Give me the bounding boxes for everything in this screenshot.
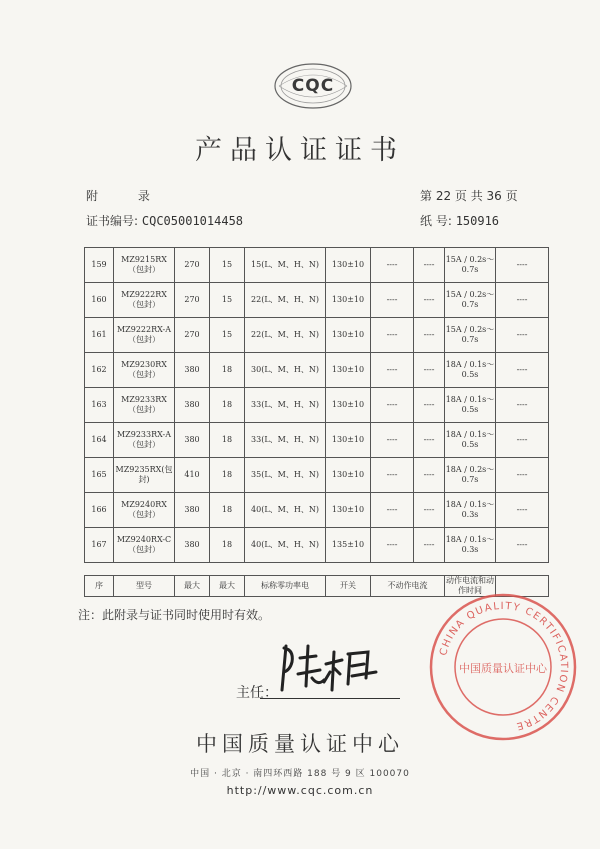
table-row	[85, 353, 549, 388]
table-row	[85, 493, 549, 528]
table-cell-f: ----	[414, 458, 445, 493]
table-cell-g: 18A / 0.1s～0.5s	[445, 388, 496, 423]
table-cell-model: MZ9240RX（包封）	[114, 493, 175, 528]
table-row	[85, 388, 549, 423]
table-cell-h: ----	[496, 458, 549, 493]
table-cell-model: MZ9240RX-C（包封）	[114, 528, 175, 563]
table-gap-cell	[85, 563, 549, 576]
table-row	[85, 248, 549, 283]
table-row	[85, 528, 549, 563]
table-cell-d: 130±10	[326, 318, 371, 353]
table-cell-e: ----	[371, 388, 414, 423]
table-cell-f: ----	[414, 493, 445, 528]
table-cell-a: 270	[175, 248, 210, 283]
table-cell-no: 167	[85, 528, 114, 563]
table-cell-b: 18	[210, 528, 245, 563]
table-cell-h: ----	[496, 388, 549, 423]
table-header-cell: 最大	[210, 576, 245, 597]
issuer-name: 中国质量认证中心	[196, 732, 404, 756]
product-table	[84, 247, 549, 597]
table-cell-h: ----	[496, 528, 549, 563]
table-cell-d: 130±10	[326, 423, 371, 458]
table-cell-e: ----	[371, 248, 414, 283]
seal-ring-text: CHINA QUALITY CERTIFICATION CENTRE	[438, 600, 570, 732]
table-cell-c: 15(L、M、H、N)	[245, 248, 326, 283]
table-cell-d: 130±10	[326, 248, 371, 283]
table-cell-a: 410	[175, 458, 210, 493]
table-cell-model: MZ9235RX(包封)	[114, 458, 175, 493]
table-cell-e: ----	[371, 493, 414, 528]
table-cell-no: 162	[85, 353, 114, 388]
table-cell-c: 33(L、M、H、N)	[245, 388, 326, 423]
paper-label: 纸 号:	[420, 214, 452, 228]
official-seal	[428, 592, 578, 742]
table-cell-g: 15A / 0.2s～0.7s	[445, 248, 496, 283]
table-cell-model: MZ9222RX-A（包封）	[114, 318, 175, 353]
table-cell-g: 18A / 0.1s～0.5s	[445, 423, 496, 458]
cqc-logo	[273, 62, 353, 110]
table-cell-g: 15A / 0.2s～0.7s	[445, 283, 496, 318]
table-cell-no: 159	[85, 248, 114, 283]
table-cell-c: 22(L、M、H、N)	[245, 283, 326, 318]
table-cell-a: 380	[175, 353, 210, 388]
table-cell-c: 40(L、M、H、N)	[245, 493, 326, 528]
table-cell-g: 15A / 0.2s～0.7s	[445, 318, 496, 353]
table-cell-b: 18	[210, 388, 245, 423]
table-cell-g: 18A / 0.2s～0.7s	[445, 458, 496, 493]
table-cell-f: ----	[414, 248, 445, 283]
table-header-cell: 最大	[175, 576, 210, 597]
table-cell-d: 130±10	[326, 493, 371, 528]
table-cell-f: ----	[414, 423, 445, 458]
appendix-note: 注：此附录与证书同时使用时有效。	[78, 608, 271, 622]
table-cell-c: 35(L、M、H、N)	[245, 458, 326, 493]
table-cell-c: 22(L、M、H、N)	[245, 318, 326, 353]
handwritten-signature	[268, 628, 388, 698]
table-cell-no: 164	[85, 423, 114, 458]
table-cell-d: 130±10	[326, 458, 371, 493]
table-cell-f: ----	[414, 353, 445, 388]
table-header-cell: 不动作电流	[371, 576, 445, 597]
table-header-cell: 开关	[326, 576, 371, 597]
table-row	[85, 318, 549, 353]
table-cell-b: 18	[210, 493, 245, 528]
paper-value: 150916	[455, 214, 500, 228]
table-cell-model: MZ9230RX（包封）	[114, 353, 175, 388]
table-cell-f: ----	[414, 283, 445, 318]
table-cell-model: MZ9233RX（包封）	[114, 388, 175, 423]
table-gap-row	[85, 563, 549, 576]
table-cell-no: 165	[85, 458, 114, 493]
cert-label: 证书编号:	[86, 214, 139, 228]
table-cell-f: ----	[414, 318, 445, 353]
table-cell-f: ----	[414, 528, 445, 563]
table-cell-g: 18A / 0.1s～0.3s	[445, 528, 496, 563]
signature-line	[260, 698, 400, 699]
table-cell-a: 380	[175, 493, 210, 528]
table-cell-c: 40(L、M、H、N)	[245, 528, 326, 563]
table-cell-h: ----	[496, 248, 549, 283]
logo-text: CQC	[291, 76, 335, 96]
table-cell-g: 18A / 0.1s～0.5s	[445, 353, 496, 388]
table-cell-model: MZ9222RX（包封）	[114, 283, 175, 318]
table-cell-c: 33(L、M、H、N)	[245, 423, 326, 458]
appendix-label: 附 录	[86, 189, 168, 203]
table-cell-no: 166	[85, 493, 114, 528]
paper-number	[420, 212, 499, 229]
table-cell-e: ----	[371, 283, 414, 318]
table-cell-model: MZ9233RX-A（包封）	[114, 423, 175, 458]
table-cell-h: ----	[496, 423, 549, 458]
table-cell-e: ----	[371, 528, 414, 563]
issuer-url: http://www.cqc.com.cn	[226, 784, 374, 797]
seal-inner-text: 中国质量认证中心	[459, 662, 547, 675]
table-cell-no: 161	[85, 318, 114, 353]
table-cell-e: ----	[371, 318, 414, 353]
table-header-cell: 序	[85, 576, 114, 597]
cert-value: CQC05001014458	[141, 214, 244, 228]
table-header-cell: 动作电流和动作时间	[446, 576, 494, 595]
table-row	[85, 283, 549, 318]
director-label: 主任：	[236, 685, 278, 701]
certificate-number	[86, 212, 243, 229]
table-cell-f: ----	[414, 388, 445, 423]
table-header-cell: 型号	[114, 576, 175, 597]
table-cell-b: 18	[210, 353, 245, 388]
table-cell-a: 380	[175, 528, 210, 563]
table-cell-b: 18	[210, 458, 245, 493]
table-body	[85, 248, 549, 597]
table-header-cell: 标称零功率电	[245, 576, 326, 597]
document-title: 产品认证证书	[195, 135, 405, 166]
table-cell-no: 160	[85, 283, 114, 318]
table-cell-model: MZ9215RX（包封）	[114, 248, 175, 283]
table-cell-a: 270	[175, 318, 210, 353]
table-cell-d: 130±10	[326, 283, 371, 318]
table-cell-e: ----	[371, 423, 414, 458]
table-cell-h: ----	[496, 318, 549, 353]
table-cell-a: 270	[175, 283, 210, 318]
table-cell-a: 380	[175, 423, 210, 458]
table-cell-d: 130±10	[326, 353, 371, 388]
table-cell-h: ----	[496, 353, 549, 388]
table-cell-e: ----	[371, 353, 414, 388]
issuer-address: 中国 · 北京 · 南四环西路 188 号 9 区 100070	[190, 769, 410, 779]
table-cell-b: 15	[210, 283, 245, 318]
page-info: 第 22 页 共 36 页	[420, 189, 518, 203]
table-cell-b: 18	[210, 423, 245, 458]
table-row	[85, 423, 549, 458]
table-cell-g: 18A / 0.1s～0.3s	[445, 493, 496, 528]
table-cell-d: 135±10	[326, 528, 371, 563]
table-cell-b: 15	[210, 318, 245, 353]
table-cell-h: ----	[496, 283, 549, 318]
table-cell-e: ----	[371, 458, 414, 493]
table-cell-no: 163	[85, 388, 114, 423]
table-cell-c: 30(L、M、H、N)	[245, 353, 326, 388]
table-row	[85, 458, 549, 493]
table-cell-b: 15	[210, 248, 245, 283]
table-cell-h: ----	[496, 493, 549, 528]
table-cell-a: 380	[175, 388, 210, 423]
table-cell-d: 130±10	[326, 388, 371, 423]
